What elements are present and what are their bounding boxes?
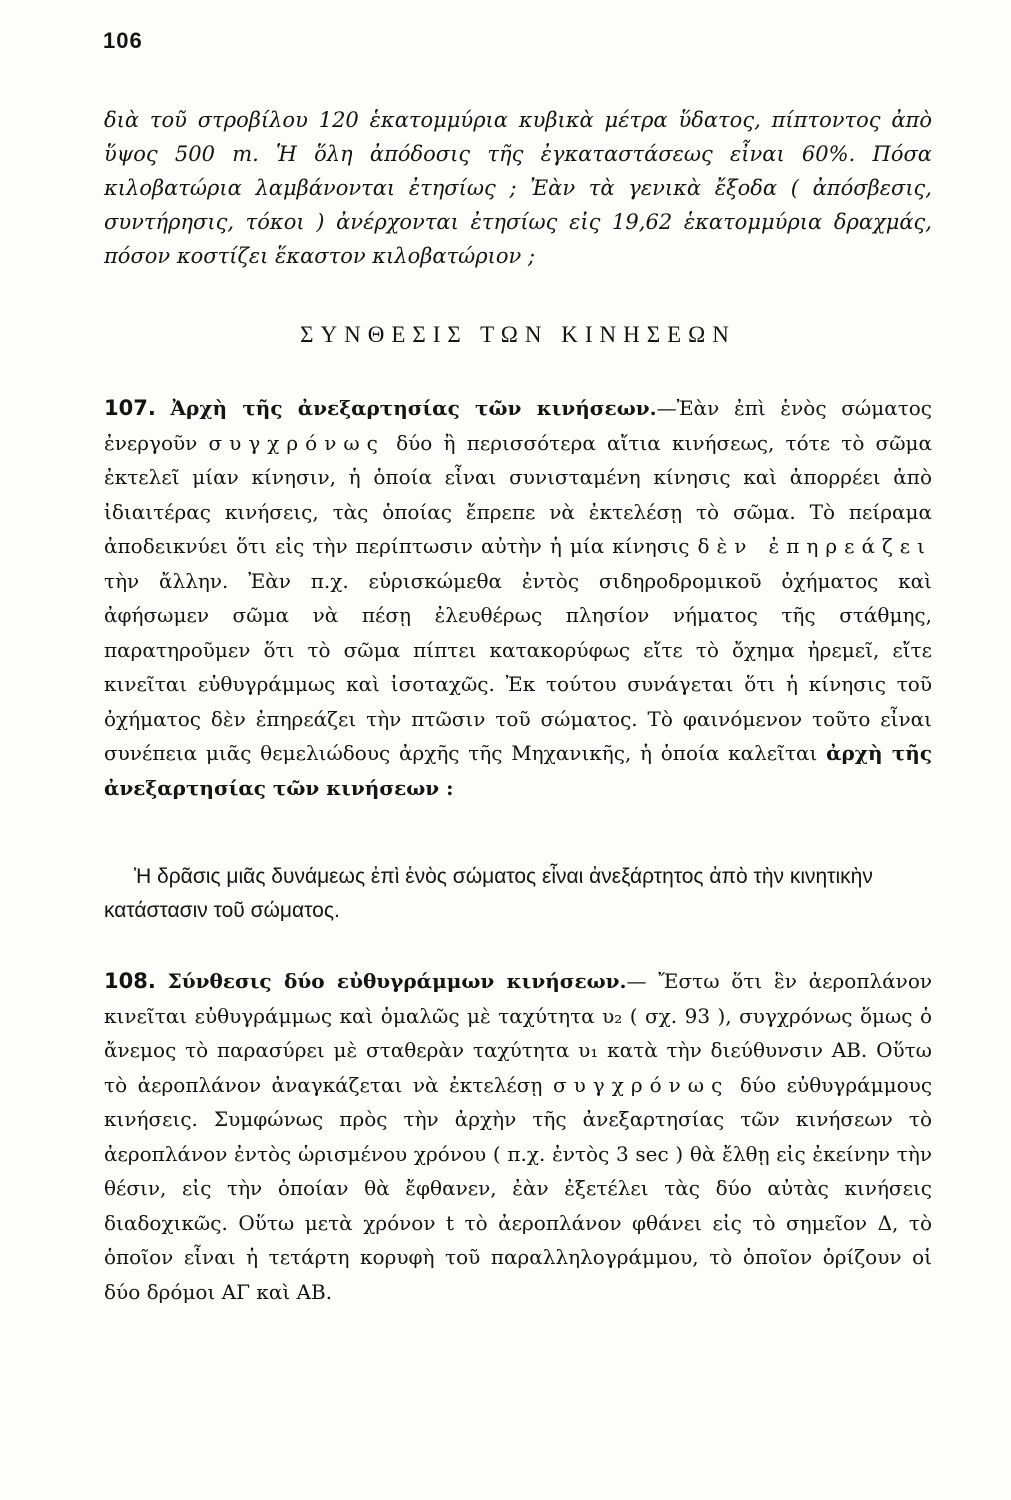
principle-statement: Ἡ δρᾶσις μιᾶς δυνάμεως ἐπὶ ἑνὸς σώματος εἶναι ἀνεξάρτητος ἀπὸ τὴν κινητικὴν κατάστασιν τοῦ σώματος. xyxy=(104,865,873,922)
paragraph-text: —Ἐὰν ἐπὶ ἑνὸς σώματος ἐνεργοῦν xyxy=(104,396,933,455)
spaced-emphasis: συγχρόνως xyxy=(208,430,385,455)
paragraph-text: δύο ἢ περισσότερα αἴτια κινήσεως, τότε τὸ σῶμα ἐκτελεῖ μίαν κίνησιν, ἡ ὁποία εἶναι συνισταμένη κίνησις καὶ ἀπορρέει ἀπὸ ἰδιαιτέρας κινήσεις, τὰς ὁποίας ἔπρεπε νὰ ἐκτελέσῃ τὸ σῶμα. Τὸ πείραμα ἀποδεικνύει ὅτι εἰς τὴν περίπτωσιν αὐτὴν ἡ μία κίνησις xyxy=(104,430,933,558)
paragraph-number: 107. xyxy=(104,396,156,420)
paragraph-108 xyxy=(104,964,932,1309)
paragraph-text: — Ἔστω ὅτι ἓν ἀεροπλάνον κινεῖται εὐθυγράμμως καὶ ὁμαλῶς μὲ ταχύτητα υ₂ ( σχ. 93 ), συγχρόνως ὅμως ὁ ἄνεμος τὸ παρασύρει μὲ σταθερὰν ταχύτητα υ₁ κατὰ τὴν διεύθυνσιν ΑΒ. Οὕτω τὸ ἀεροπλάνον ἀναγκάζεται νὰ ἐκτελέσῃ xyxy=(104,969,933,1097)
page-number: 106 xyxy=(103,28,143,53)
problem-text: διὰ τοῦ στροβίλου 120 ἑκατομμύρια κυβικὰ μέτρα ὕδατος, πίπτοντος ἀπὸ ὕψος 500 m. Ἡ ὅλη ἀπόδοσις τῆς ἐγκαταστάσεως εἶναι 60%. Πόσα κιλοβατώρια λαμβάνονται ἐτησίως ; Ἐὰν τὰ γενικὰ ἔξοδα ( ἀπόσβεσις, συντήρησις, τόκοι ) ἀνέρχονται ἐτησίως εἰς 19,62 ἑκατομμύρια δραχμάς, πόσον κοστίζει ἕκαστον κιλοβατώριον ; xyxy=(104,108,932,268)
spaced-emphasis: δὲν ἐπηρεάζει xyxy=(697,534,932,558)
paragraph-title: Ἀρχὴ τῆς ἀνεξαρτησίας τῶν κινήσεων. xyxy=(170,396,657,420)
paragraph-text: δύο εὐθυγράμμους κινήσεις. Συμφώνως πρὸς τὴν ἀρχὴν τῆς ἀνεξαρτησίας τῶν κινήσεων τὸ ἀεροπλάνον ἐντὸς ὡρισμένου χρόνου ( π.χ. ἐντὸς 3 sec ) θὰ ἔλθῃ εἰς ἐκείνην τὴν θέσιν, εἰς τὴν ὁποίαν θὰ ἔφθανεν, ἐὰν ἐξετέλει τὰς δύο αὐτὰς κινήσεις διαδοχικῶς. Οὕτω μετὰ χρόνον t τὸ ἀεροπλάνον φθάνει εἰς τὸ σημεῖον Δ, τὸ ὁποῖον εἶναι ἡ τετάρτη κορυφὴ τοῦ παραλληλογράμμου, τὸ ὁποῖον ὁρίζουν οἱ δύο δρόμοι ΑΓ καὶ ΑΒ. xyxy=(104,1072,933,1304)
bold-term: ἀρχὴ τῆς ἀνεξαρτησίας τῶν κινήσεων : xyxy=(104,741,933,800)
paragraph-text: τὴν ἄλλην. Ἐὰν π.χ. εὑρισκώμεθα ἐντὸς σιδηροδρομικοῦ ὀχήματος καὶ ἀφήσωμεν σῶμα νὰ πέσῃ ἐλευθέρως πλησίον νήματος τῆς στάθμης, παρατηροῦμεν ὅτι τὸ σῶμα πίπτει κατακορύφως εἴτε τὸ ὄχημα ἠρεμεῖ, εἴτε κινεῖται εὐθυγράμμως καὶ ἰσοταχῶς. Ἐκ τούτου συνάγεται ὅτι ἡ κίνησις τοῦ ὀχήματος δὲν ἐπηρεάζει τὴν πτῶσιν τοῦ σώματος. Τὸ φαινόμενον τοῦτο εἶναι συνέπεια μιᾶς θεμελιώδους ἀρχῆς τῆς Μηχανικῆς, ἡ ὁποία καλεῖται xyxy=(104,568,932,765)
spaced-emphasis: συγχρόνως xyxy=(552,1072,730,1097)
paragraph-number: 108. xyxy=(104,969,156,993)
paragraph-107 xyxy=(104,391,932,805)
section-heading: ΣΥΝΘΕΣΙΣ ΤΩΝ ΚΙΝΗΣΕΩΝ xyxy=(300,322,736,347)
paragraph-title: Σύνθεσις δύο εὐθυγράμμων κινήσεων. xyxy=(167,969,627,993)
